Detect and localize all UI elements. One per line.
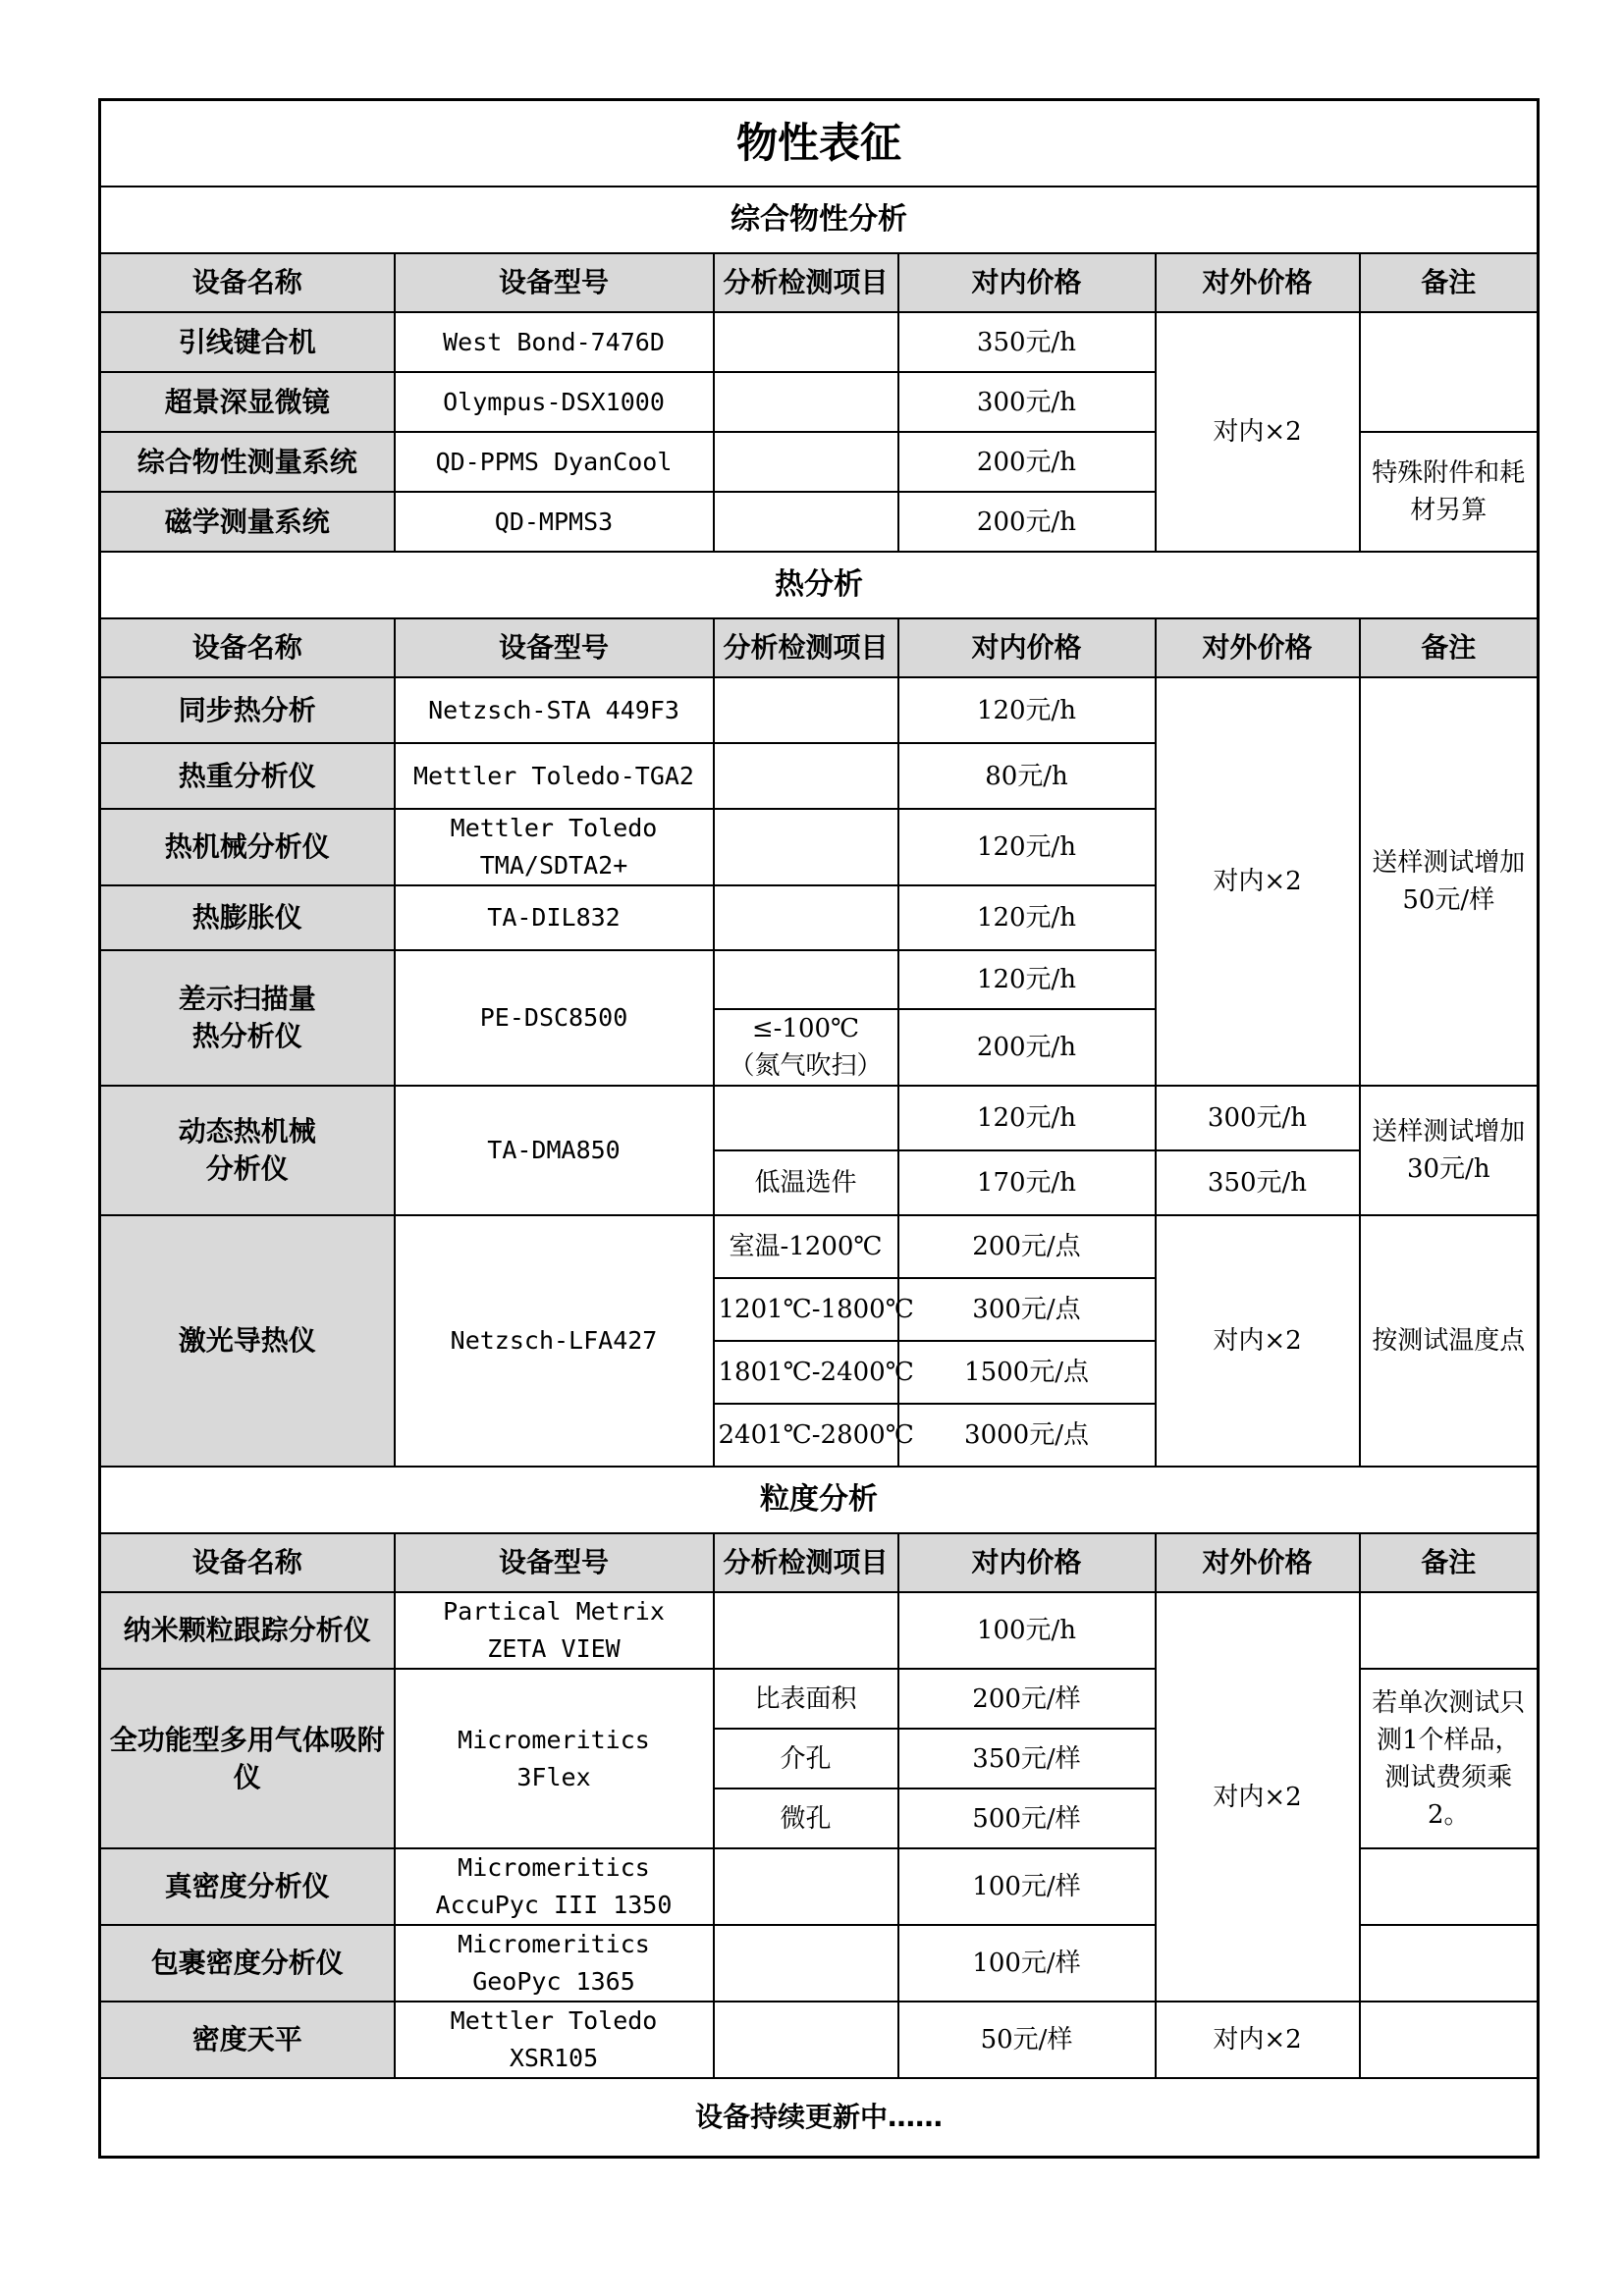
internal-price: 350元/样 (898, 1729, 1156, 1789)
internal-price: 1500元/点 (898, 1341, 1156, 1404)
equipment-model: Micromeritics 3Flex (395, 1669, 714, 1848)
test-item (714, 372, 898, 432)
equipment-model: PE-DSC8500 (395, 950, 714, 1086)
test-item (714, 432, 898, 492)
header-note: 备注 (1360, 618, 1539, 677)
equipment-model: Netzsch-LFA427 (395, 1215, 714, 1467)
equipment-model: Mettler Toledo XSR105 (395, 2002, 714, 2078)
equipment-name: 纳米颗粒跟踪分析仪 (100, 1592, 395, 1669)
note-cell: 送样测试增加50元/样 (1360, 677, 1539, 1086)
external-price: 对内×2 (1156, 1215, 1360, 1467)
table-row (100, 1215, 1539, 1278)
test-item: ≤-100℃ （氮气吹扫） (714, 1009, 898, 1086)
internal-price: 120元/h (898, 677, 1156, 743)
note-cell: 送样测试增加30元/h (1360, 1086, 1539, 1215)
header-item: 分析检测项目 (714, 1533, 898, 1592)
header-note: 备注 (1360, 253, 1539, 312)
equipment-name: 真密度分析仪 (100, 1848, 395, 1925)
note-cell: 特殊附件和耗材另算 (1360, 432, 1539, 552)
equipment-name: 超景深显微镜 (100, 372, 395, 432)
table-header-row (100, 1533, 1539, 1592)
equipment-name: 热机械分析仪 (100, 809, 395, 885)
test-item: 室温-1200℃ (714, 1215, 898, 1278)
internal-price: 120元/h (898, 885, 1156, 950)
internal-price: 300元/点 (898, 1278, 1156, 1341)
equipment-name: 引线键合机 (100, 312, 395, 372)
footer-note: 设备持续更新中…… (100, 2078, 1539, 2158)
test-item: 微孔 (714, 1789, 898, 1848)
table-row (100, 312, 1539, 372)
equipment-model: QD-MPMS3 (395, 492, 714, 552)
section-title: 综合物性分析 (100, 187, 1539, 253)
test-item: 介孔 (714, 1729, 898, 1789)
note-cell: 按测试温度点 (1360, 1215, 1539, 1467)
internal-price: 120元/h (898, 809, 1156, 885)
test-item (714, 677, 898, 743)
page-title: 物性表征 (100, 100, 1539, 187)
equipment-name: 热膨胀仪 (100, 885, 395, 950)
header-internal-price: 对内价格 (898, 253, 1156, 312)
header-external-price: 对外价格 (1156, 253, 1360, 312)
equipment-model: TA-DIL832 (395, 885, 714, 950)
equipment-name: 同步热分析 (100, 677, 395, 743)
note-cell (1360, 2002, 1539, 2078)
equipment-name: 综合物性测量系统 (100, 432, 395, 492)
equipment-model: Micromeritics AccuPyc III 1350 (395, 1848, 714, 1925)
test-item (714, 492, 898, 552)
equipment-name: 差示扫描量 热分析仪 (100, 950, 395, 1086)
table-row (100, 1086, 1539, 1150)
header-internal-price: 对内价格 (898, 618, 1156, 677)
note-cell (1360, 1592, 1539, 1669)
external-price: 对内×2 (1156, 312, 1360, 552)
equipment-model: Partical Metrix ZETA VIEW (395, 1592, 714, 1669)
internal-price: 200元/h (898, 492, 1156, 552)
header-name: 设备名称 (100, 253, 395, 312)
equipment-name: 热重分析仪 (100, 743, 395, 809)
equipment-model: Netzsch-STA 449F3 (395, 677, 714, 743)
external-price: 350元/h (1156, 1150, 1360, 1215)
equipment-model: Olympus-DSX1000 (395, 372, 714, 432)
equipment-model: TA-DMA850 (395, 1086, 714, 1215)
equipment-model: Mettler Toledo TMA/SDTA2+ (395, 809, 714, 885)
internal-price: 200元/h (898, 1009, 1156, 1086)
test-item (714, 1925, 898, 2002)
test-item (714, 1086, 898, 1150)
section-title: 热分析 (100, 552, 1539, 618)
header-item: 分析检测项目 (714, 618, 898, 677)
internal-price: 500元/样 (898, 1789, 1156, 1848)
external-price: 300元/h (1156, 1086, 1360, 1150)
internal-price: 120元/h (898, 1086, 1156, 1150)
internal-price: 170元/h (898, 1150, 1156, 1215)
header-model: 设备型号 (395, 253, 714, 312)
internal-price: 120元/h (898, 950, 1156, 1009)
equipment-name: 全功能型多用气体吸附仪 (100, 1669, 395, 1848)
equipment-model: West Bond-7476D (395, 312, 714, 372)
equipment-model: Mettler Toledo-TGA2 (395, 743, 714, 809)
note-cell (1360, 1848, 1539, 1925)
table-row (100, 677, 1539, 743)
internal-price: 300元/h (898, 372, 1156, 432)
price-sheet (98, 98, 1537, 2159)
test-item: 比表面积 (714, 1669, 898, 1729)
table-header-row (100, 618, 1539, 677)
external-price: 对内×2 (1156, 1592, 1360, 2002)
header-item: 分析检测项目 (714, 253, 898, 312)
internal-price: 100元/样 (898, 1925, 1156, 2002)
test-item (714, 312, 898, 372)
header-internal-price: 对内价格 (898, 1533, 1156, 1592)
internal-price: 80元/h (898, 743, 1156, 809)
internal-price: 3000元/点 (898, 1404, 1156, 1467)
note-cell: 若单次测试只测1个样品，测试费须乘2。 (1360, 1669, 1539, 1848)
test-item (714, 2002, 898, 2078)
test-item: 1201℃-1800℃ (714, 1278, 898, 1341)
internal-price: 200元/点 (898, 1215, 1156, 1278)
external-price: 对内×2 (1156, 2002, 1360, 2078)
test-item: 2401℃-2800℃ (714, 1404, 898, 1467)
test-item (714, 809, 898, 885)
equipment-name: 动态热机械 分析仪 (100, 1086, 395, 1215)
internal-price: 50元/样 (898, 2002, 1156, 2078)
price-table (98, 98, 1540, 2159)
equipment-name: 包裹密度分析仪 (100, 1925, 395, 2002)
external-price: 对内×2 (1156, 677, 1360, 1086)
internal-price: 200元/h (898, 432, 1156, 492)
header-model: 设备型号 (395, 1533, 714, 1592)
header-name: 设备名称 (100, 1533, 395, 1592)
header-name: 设备名称 (100, 618, 395, 677)
equipment-name: 磁学测量系统 (100, 492, 395, 552)
test-item (714, 885, 898, 950)
header-external-price: 对外价格 (1156, 1533, 1360, 1592)
test-item (714, 1848, 898, 1925)
section-title: 粒度分析 (100, 1467, 1539, 1533)
internal-price: 100元/h (898, 1592, 1156, 1669)
test-item (714, 950, 898, 1009)
test-item (714, 743, 898, 809)
equipment-name: 激光导热仪 (100, 1215, 395, 1467)
note-cell (1360, 312, 1539, 432)
equipment-model: Micromeritics GeoPyc 1365 (395, 1925, 714, 2002)
table-row (100, 2002, 1539, 2078)
note-cell (1360, 1925, 1539, 2002)
internal-price: 100元/样 (898, 1848, 1156, 1925)
equipment-model: QD-PPMS DyanCool (395, 432, 714, 492)
test-item: 低温选件 (714, 1150, 898, 1215)
table-row (100, 1592, 1539, 1669)
header-note: 备注 (1360, 1533, 1539, 1592)
header-model: 设备型号 (395, 618, 714, 677)
internal-price: 350元/h (898, 312, 1156, 372)
test-item (714, 1592, 898, 1669)
header-external-price: 对外价格 (1156, 618, 1360, 677)
equipment-name: 密度天平 (100, 2002, 395, 2078)
test-item: 1801℃-2400℃ (714, 1341, 898, 1404)
internal-price: 200元/样 (898, 1669, 1156, 1729)
table-header-row (100, 253, 1539, 312)
